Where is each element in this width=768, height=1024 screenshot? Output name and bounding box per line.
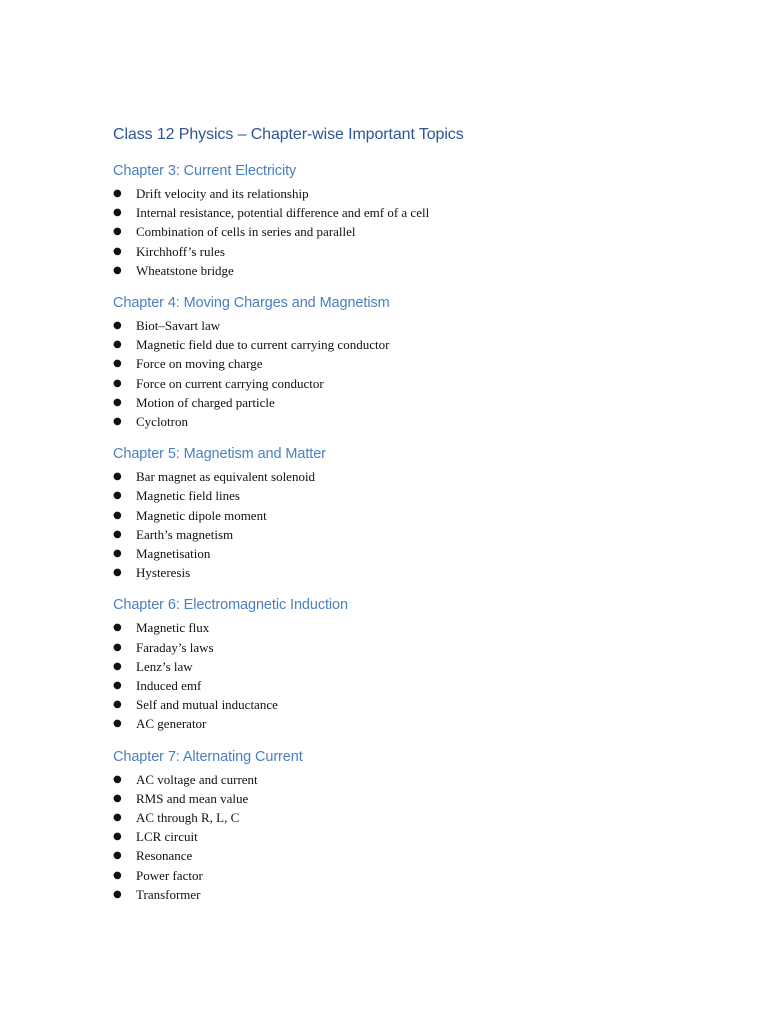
- bullet-icon: ●: [113, 490, 122, 502]
- topic-list-item: [113, 846, 713, 865]
- bullet-icon: ●: [113, 680, 122, 692]
- chapter-heading: Chapter 7: Alternating Current: [113, 748, 303, 765]
- topic-text: Kirchhoff’s rules: [136, 243, 225, 259]
- chapter-heading: Chapter 4: Moving Charges and Magnetism: [113, 295, 390, 312]
- topic-list-item: [113, 638, 713, 657]
- bullet-icon: ●: [113, 416, 122, 428]
- chapter-heading: Chapter 5: Magnetism and Matter: [113, 446, 326, 463]
- topic-list-item: [113, 770, 713, 789]
- topic-list: [113, 770, 713, 904]
- bullet-icon: ●: [113, 718, 122, 730]
- bullet-icon: ●: [113, 850, 122, 862]
- topic-text: Magnetic flux: [136, 620, 210, 636]
- bullet-icon: ●: [113, 339, 122, 351]
- topic-text: RMS and mean value: [136, 790, 249, 806]
- topic-list-item: [113, 316, 713, 335]
- topic-text: LCR circuit: [136, 829, 198, 845]
- topic-list: [113, 618, 713, 733]
- topic-list-item: [113, 374, 713, 393]
- bullet-icon: ●: [113, 509, 122, 521]
- topic-text: Transformer: [136, 886, 201, 902]
- topic-text: Drift velocity and its relationship: [136, 186, 309, 201]
- topic-text: Self and mutual inductance: [136, 697, 278, 713]
- topic-text: Bar magnet as equivalent solenoid: [136, 469, 316, 485]
- topic-list: [113, 467, 713, 582]
- document-title: Class 12 Physics – Chapter-wise Important Topics: [113, 126, 464, 143]
- topic-text: Faraday’s laws: [136, 639, 214, 655]
- bullet-icon: ●: [113, 773, 122, 785]
- topic-list-item: [113, 222, 713, 241]
- topic-list-item: [113, 657, 713, 676]
- topic-list-item: [113, 261, 713, 280]
- topic-text: Induced emf: [136, 678, 202, 694]
- bullet-icon: ●: [113, 358, 122, 370]
- bullet-icon: ●: [113, 245, 122, 257]
- bullet-icon: ●: [113, 396, 122, 408]
- chapter-section: [113, 444, 713, 582]
- topic-list-item: [113, 866, 713, 885]
- topic-text: Combination of cells in series and parallel: [136, 224, 356, 240]
- topic-list-item: [113, 486, 713, 505]
- bullet-icon: ●: [113, 812, 122, 824]
- topic-text: Internal resistance, potential difference and emf of a cell: [136, 205, 430, 221]
- chapter-section: [113, 595, 713, 733]
- topic-text: Magnetic dipole moment: [136, 507, 267, 523]
- chapter-section: [113, 747, 713, 904]
- topic-text: Magnetic field lines: [136, 488, 240, 504]
- topic-list-item: [113, 827, 713, 846]
- bullet-icon: ●: [113, 528, 122, 540]
- bullet-icon: ●: [113, 699, 122, 711]
- topic-list: [113, 184, 713, 280]
- topic-text: Wheatstone bridge: [136, 262, 234, 278]
- topic-list-item: [113, 789, 713, 808]
- bullet-icon: ●: [113, 226, 122, 238]
- topic-list-item: [113, 335, 713, 354]
- bullet-icon: ●: [113, 641, 122, 653]
- topic-text: Force on moving charge: [136, 356, 263, 372]
- bullet-icon: ●: [113, 207, 122, 219]
- topic-list-item: [113, 506, 713, 525]
- bullet-icon: ●: [113, 377, 122, 389]
- topic-text: Power factor: [136, 867, 203, 883]
- chapter-heading: Chapter 3: Current Electricity: [113, 163, 297, 179]
- topic-text: Hysteresis: [136, 565, 191, 581]
- topic-text: Motion of charged particle: [136, 394, 275, 410]
- topic-text: Magnetic field due to current carrying conductor: [136, 337, 390, 353]
- topic-text: Cyclotron: [136, 414, 188, 430]
- chapter-heading: Chapter 6: Electromagnetic Induction: [113, 597, 348, 614]
- topic-list-item: [113, 695, 713, 714]
- topic-list: [113, 316, 713, 431]
- topic-list-item: [113, 393, 713, 412]
- topic-text: Force on current carrying conductor: [136, 375, 324, 391]
- topic-list-item: [113, 354, 713, 373]
- topic-list-item: [113, 412, 713, 431]
- bullet-icon: ●: [113, 548, 122, 560]
- topic-list-item: [113, 885, 713, 904]
- bullet-icon: ●: [113, 660, 122, 672]
- topic-text: Resonance: [136, 848, 193, 864]
- topic-list-item: [113, 467, 713, 486]
- topic-list-item: [113, 563, 713, 582]
- bullet-icon: ●: [113, 622, 122, 634]
- topic-text: AC through R, L, C: [136, 810, 240, 826]
- chapter-list: [113, 161, 713, 904]
- chapter-section: [113, 293, 713, 431]
- bullet-icon: ●: [113, 471, 122, 483]
- topic-text: Lenz’s law: [136, 658, 193, 674]
- bullet-icon: ●: [113, 264, 122, 276]
- topic-list-item: [113, 203, 713, 222]
- bullet-icon: ●: [113, 320, 122, 332]
- bullet-icon: ●: [113, 869, 122, 881]
- bullet-icon: ●: [113, 831, 122, 843]
- bullet-icon: ●: [113, 888, 122, 900]
- chapter-section: [113, 161, 713, 280]
- topic-text: Biot–Savart law: [136, 318, 221, 334]
- topic-list-item: [113, 676, 713, 695]
- bullet-icon: ●: [113, 567, 122, 579]
- topic-list-item: [113, 808, 713, 827]
- topic-list-item: [113, 618, 713, 637]
- topic-text: AC generator: [136, 716, 207, 732]
- topic-list-item: [113, 242, 713, 261]
- bullet-icon: ●: [113, 188, 122, 199]
- topic-list-item: [113, 525, 713, 544]
- document-content: [113, 124, 713, 917]
- topic-list-item: [113, 544, 713, 563]
- bullet-icon: ●: [113, 792, 122, 804]
- topic-text: Magnetisation: [136, 546, 211, 562]
- topic-text: AC voltage and current: [136, 771, 258, 787]
- topic-list-item: [113, 184, 713, 203]
- topic-list-item: [113, 714, 713, 733]
- topic-text: Earth’s magnetism: [136, 526, 234, 542]
